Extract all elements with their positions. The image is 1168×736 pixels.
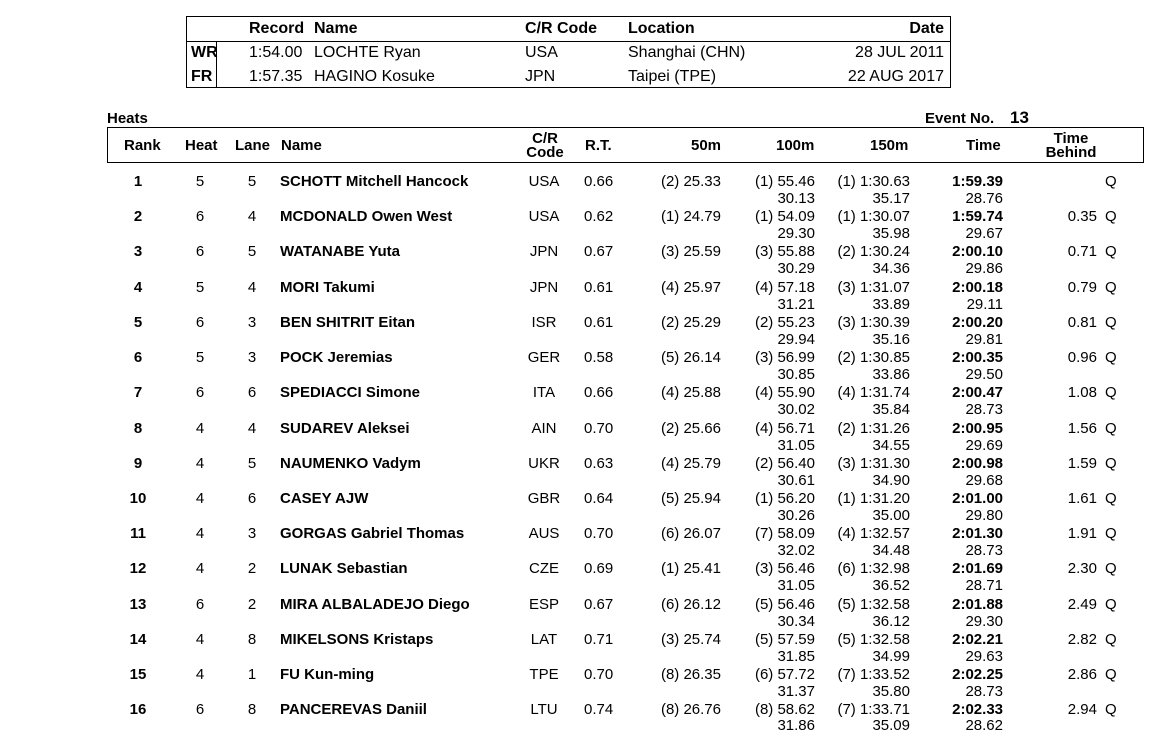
table-row [0,208,1168,243]
record-time: 1:54.00 [249,44,303,61]
split-100m: (1) 56.20 [754,490,815,507]
reaction-time: 0.63 [584,455,614,472]
time-behind: 0.79 [1067,279,1097,296]
records-header-record: Record [249,20,305,37]
split-50m: (6) 26.12 [660,596,721,613]
split-150m-lap: 35.17 [872,190,910,207]
final-time: 2:00.98 [952,455,1003,472]
split-50m: (8) 26.35 [660,666,721,683]
heats-label: Heats [107,110,148,127]
split-100m-lap: 30.26 [777,507,815,524]
final-lap: 28.76 [965,190,1003,207]
table-row [0,490,1168,525]
country-code: ISR [531,314,557,331]
lane: 4 [247,279,257,296]
final-lap: 29.80 [965,507,1003,524]
split-50m: (8) 26.76 [660,701,721,718]
swimmer-name: SCHOTT Mitchell Hancock [280,173,469,190]
reaction-time: 0.70 [584,525,614,542]
country-code: CZE [529,560,559,577]
split-100m: (8) 58.62 [754,701,815,718]
event-number: 13 [1010,108,1029,127]
split-100m-lap: 31.85 [777,648,815,665]
reaction-time: 0.62 [584,208,614,225]
lane: 5 [247,455,257,472]
table-row [0,525,1168,560]
time-behind: 0.81 [1067,314,1097,331]
records-table [186,16,951,88]
country-code: ITA [532,384,556,401]
final-time: 2:00.10 [952,243,1003,260]
col-rank: Rank [124,137,161,154]
qualified-mark: Q [1105,525,1117,542]
split-50m: (2) 25.66 [660,420,721,437]
rank: 5 [133,314,143,331]
qualified-mark: Q [1105,208,1117,225]
record-type: WR [191,44,218,61]
final-lap: 28.71 [965,577,1003,594]
col-name: Name [281,137,322,154]
final-lap: 29.50 [965,366,1003,383]
heat: 4 [195,631,205,648]
heat: 4 [195,666,205,683]
final-lap: 28.62 [965,717,1003,734]
time-behind: 2.30 [1067,560,1097,577]
rank: 4 [133,279,143,296]
qualified-mark: Q [1105,631,1117,648]
swimmer-name: MIKELSONS Kristaps [280,631,434,648]
final-time: 2:01.88 [952,596,1003,613]
lane: 6 [247,490,257,507]
lane: 2 [247,596,257,613]
split-100m-lap: 31.05 [777,437,815,454]
lane: 3 [247,525,257,542]
swimmer-name: LUNAK Sebastian [280,560,408,577]
col-100m: 100m [776,137,815,154]
country-code: GER [527,349,561,366]
time-behind: 1.56 [1067,420,1097,437]
split-50m: (4) 25.79 [660,455,721,472]
records-header-name: Name [314,20,358,37]
split-50m: (3) 25.59 [660,243,721,260]
reaction-time: 0.67 [584,596,614,613]
heat: 6 [195,701,205,718]
record-type: FR [191,68,213,85]
heat: 6 [195,314,205,331]
rank: 15 [129,666,147,683]
col-time-behind-bottom: Behind [1045,144,1097,161]
final-time: 2:01.69 [952,560,1003,577]
split-100m-lap: 30.34 [777,613,815,630]
split-150m-lap: 36.52 [872,577,910,594]
qualified-mark: Q [1105,279,1117,296]
split-100m: (6) 57.72 [754,666,815,683]
heat: 6 [195,596,205,613]
final-time: 2:02.21 [952,631,1003,648]
split-100m: (4) 56.71 [754,420,815,437]
split-50m: (5) 25.94 [660,490,721,507]
heat: 6 [195,384,205,401]
country-code: TPE [529,666,559,683]
split-50m: (6) 26.07 [660,525,721,542]
split-150m: (1) 1:31.20 [837,490,910,507]
record-location: Taipei (TPE) [628,68,717,85]
reaction-time: 0.61 [584,279,614,296]
split-100m-lap: 30.29 [777,260,815,277]
swimmer-name: NAUMENKO Vadym [280,455,421,472]
split-150m: (5) 1:32.58 [837,596,910,613]
time-behind: 2.94 [1067,701,1097,718]
final-time: 1:59.39 [952,173,1003,190]
split-100m-lap: 29.94 [777,331,815,348]
table-row [0,314,1168,349]
time-behind: 1.91 [1067,525,1097,542]
final-lap: 28.73 [965,401,1003,418]
split-150m: (7) 1:33.52 [837,666,910,683]
rank: 9 [133,455,143,472]
heat: 6 [195,208,205,225]
split-50m: (3) 25.74 [660,631,721,648]
reaction-time: 0.74 [584,701,614,718]
lane: 8 [247,701,257,718]
reaction-time: 0.69 [584,560,614,577]
country-code: JPN [529,243,559,260]
final-time: 2:00.20 [952,314,1003,331]
country-code: LAT [530,631,558,648]
rank: 7 [133,384,143,401]
split-150m: (1) 1:30.07 [837,208,910,225]
heat: 5 [195,349,205,366]
qualified-mark: Q [1105,314,1117,331]
qualified-mark: Q [1105,596,1117,613]
country-code: JPN [529,279,559,296]
table-row [0,560,1168,595]
final-time: 2:01.30 [952,525,1003,542]
qualified-mark: Q [1105,455,1117,472]
country-code: USA [528,173,560,190]
table-row [0,701,1168,736]
rank: 1 [133,173,143,190]
records-header-date: Date [909,20,944,37]
col-time: Time [966,137,1001,154]
split-100m-lap: 30.61 [777,472,815,489]
final-lap: 29.69 [965,437,1003,454]
split-100m: (2) 56.40 [754,455,815,472]
records-header-code: C/R Code [525,20,597,37]
record-date: 22 AUG 2017 [847,68,944,85]
final-lap: 29.67 [965,225,1003,242]
split-50m: (2) 25.33 [660,173,721,190]
split-100m-lap: 31.21 [777,296,815,313]
final-time: 2:00.18 [952,279,1003,296]
heat: 4 [195,420,205,437]
final-lap: 29.81 [965,331,1003,348]
split-100m: (1) 55.46 [754,173,815,190]
lane: 3 [247,349,257,366]
results-column-header [107,127,1144,163]
qualified-mark: Q [1105,560,1117,577]
final-time: 1:59.74 [952,208,1003,225]
time-behind: 2.49 [1067,596,1097,613]
time-behind: 1.08 [1067,384,1097,401]
table-row [0,243,1168,278]
heat: 6 [195,243,205,260]
split-100m-lap: 32.02 [777,542,815,559]
reaction-time: 0.70 [584,420,614,437]
heat: 4 [195,455,205,472]
reaction-time: 0.66 [584,384,614,401]
col-150m: 150m [870,137,909,154]
split-100m-lap: 29.30 [777,225,815,242]
record-location: Shanghai (CHN) [628,44,746,61]
split-100m-lap: 30.85 [777,366,815,383]
country-code: GBR [527,490,561,507]
reaction-time: 0.58 [584,349,614,366]
rank: 11 [130,525,146,542]
split-150m-lap: 35.84 [872,401,910,418]
split-100m-lap: 31.86 [777,717,815,734]
split-150m: (3) 1:31.07 [837,279,910,296]
table-row [0,455,1168,490]
col-heat: Heat [185,137,218,154]
lane: 2 [247,560,257,577]
reaction-time: 0.64 [584,490,614,507]
split-150m-lap: 35.00 [872,507,910,524]
heat: 4 [195,560,205,577]
final-time: 2:00.95 [952,420,1003,437]
swimmer-name: CASEY AJW [280,490,369,507]
swimmer-name: GORGAS Gabriel Thomas [280,525,465,542]
lane: 4 [247,208,257,225]
split-100m-lap: 30.13 [777,190,815,207]
swimmer-name: FU Kun-ming [280,666,375,683]
country-code: LTU [530,701,558,718]
swimmer-name: POCK Jeremias [280,349,393,366]
split-100m-lap: 30.02 [777,401,815,418]
swimmer-name: MORI Takumi [280,279,375,296]
table-row [0,349,1168,384]
col-50m: 50m [691,137,722,154]
rank: 8 [133,420,143,437]
rank: 14 [129,631,147,648]
heat: 4 [195,525,205,542]
split-150m: (3) 1:30.39 [837,314,910,331]
country-code: AUS [528,525,560,542]
time-behind: 2.86 [1067,666,1097,683]
split-50m: (4) 25.88 [660,384,721,401]
time-behind: 1.59 [1067,455,1097,472]
split-150m: (2) 1:30.24 [837,243,910,260]
col-code-bottom: Code [526,144,564,161]
split-150m: (4) 1:31.74 [837,384,910,401]
lane: 6 [247,384,257,401]
time-behind: 0.96 [1067,349,1097,366]
split-150m-lap: 34.55 [872,437,910,454]
split-100m: (7) 58.09 [754,525,815,542]
split-100m: (1) 54.09 [754,208,815,225]
record-holder: LOCHTE Ryan [314,44,421,61]
reaction-time: 0.67 [584,243,614,260]
qualified-mark: Q [1105,243,1117,260]
split-100m-lap: 31.37 [777,683,815,700]
final-time: 2:00.47 [952,384,1003,401]
rank: 10 [129,490,147,507]
final-lap: 29.68 [965,472,1003,489]
swimmer-name: MIRA ALBALADEJO Diego [280,596,470,613]
split-150m-lap: 35.98 [872,225,910,242]
rank: 3 [133,243,143,260]
swimmer-name: BEN SHITRIT Eitan [280,314,416,331]
col-lane: Lane [235,137,271,154]
split-100m: (4) 55.90 [754,384,815,401]
reaction-time: 0.71 [584,631,614,648]
split-150m-lap: 33.89 [872,296,910,313]
final-lap: 29.30 [965,613,1003,630]
country-code: AIN [531,420,557,437]
records-header-location: Location [628,20,695,37]
final-time: 2:01.00 [952,490,1003,507]
split-150m-lap: 33.86 [872,366,910,383]
qualified-mark: Q [1105,701,1117,718]
final-time: 2:02.25 [952,666,1003,683]
lane: 4 [247,420,257,437]
event-label: Event No. [925,110,995,127]
swimmer-name: WATANABE Yuta [280,243,401,260]
time-behind: 1.61 [1067,490,1097,507]
qualified-mark: Q [1105,490,1117,507]
col-time-behind-top: Time [1053,130,1089,147]
heat: 4 [195,490,205,507]
split-50m: (5) 26.14 [660,349,721,366]
split-100m: (3) 56.46 [754,560,815,577]
table-row [0,631,1168,666]
final-lap: 29.11 [966,296,1003,313]
split-50m: (4) 25.97 [660,279,721,296]
rank: 13 [129,596,147,613]
split-150m: (5) 1:32.58 [837,631,910,648]
final-lap: 28.73 [965,542,1003,559]
col-code-top: C/R [532,130,558,147]
split-100m: (3) 55.88 [754,243,815,260]
country-code: UKR [528,455,560,472]
rank: 2 [133,208,143,225]
rank: 6 [133,349,143,366]
reaction-time: 0.61 [584,314,614,331]
time-behind: 2.82 [1067,631,1097,648]
records-divider [187,41,950,42]
reaction-time: 0.66 [584,173,614,190]
lane: 8 [247,631,257,648]
lane: 5 [247,173,257,190]
lane: 5 [247,243,257,260]
split-100m: (5) 57.59 [754,631,815,648]
country-code: ESP [528,596,559,613]
split-150m: (6) 1:32.98 [837,560,910,577]
table-row [0,173,1168,208]
split-150m-lap: 35.16 [872,331,910,348]
reaction-time: 0.70 [584,666,614,683]
table-row [0,596,1168,631]
swimmer-name: SPEDIACCI Simone [280,384,421,401]
final-lap: 29.63 [965,648,1003,665]
split-150m: (3) 1:31.30 [837,455,910,472]
table-row [0,420,1168,455]
split-100m-lap: 31.05 [777,577,815,594]
qualified-mark: Q [1105,384,1117,401]
split-100m: (4) 57.18 [754,279,815,296]
qualified-mark: Q [1105,420,1117,437]
record-time: 1:57.35 [249,68,303,85]
record-code: USA [525,44,558,61]
split-150m-lap: 35.80 [872,683,910,700]
split-150m: (2) 1:31.26 [837,420,910,437]
lane: 3 [247,314,257,331]
split-150m-lap: 35.09 [872,717,910,734]
time-behind: 0.35 [1067,208,1097,225]
swimmer-name: SUDAREV Aleksei [280,420,410,437]
split-150m: (2) 1:30.85 [837,349,910,366]
rank: 12 [129,560,147,577]
split-150m-lap: 34.99 [872,648,910,665]
table-row [0,384,1168,419]
split-150m: (1) 1:30.63 [837,173,910,190]
country-code: USA [528,208,560,225]
record-date: 28 JUL 2011 [855,44,944,61]
heat: 5 [195,173,205,190]
split-100m: (3) 56.99 [754,349,815,366]
qualified-mark: Q [1105,349,1117,366]
final-lap: 29.86 [965,260,1003,277]
final-lap: 28.73 [965,683,1003,700]
split-150m: (7) 1:33.71 [837,701,910,718]
final-time: 2:00.35 [952,349,1003,366]
split-100m: (5) 56.46 [754,596,815,613]
lane: 1 [247,666,257,683]
table-row [0,279,1168,314]
split-150m-lap: 34.36 [872,260,910,277]
table-row [0,666,1168,701]
record-code: JPN [525,68,556,85]
qualified-mark: Q [1105,173,1117,190]
split-50m: (1) 24.79 [660,208,721,225]
rank: 16 [129,701,147,718]
split-50m: (2) 25.29 [660,314,721,331]
split-100m: (2) 55.23 [754,314,815,331]
heat: 5 [195,279,205,296]
final-time: 2:02.33 [952,701,1003,718]
time-behind: 0.71 [1067,243,1097,260]
qualified-mark: Q [1105,666,1117,683]
split-150m-lap: 34.48 [872,542,910,559]
swimmer-name: PANCEREVAS Daniil [280,701,427,718]
swimmer-name: MCDONALD Owen West [280,208,453,225]
record-holder: HAGINO Kosuke [314,68,435,85]
col-reaction-time: R.T. [585,137,612,154]
split-50m: (1) 25.41 [660,560,721,577]
split-150m: (4) 1:32.57 [837,525,910,542]
split-150m-lap: 34.90 [872,472,910,489]
split-150m-lap: 36.12 [872,613,910,630]
